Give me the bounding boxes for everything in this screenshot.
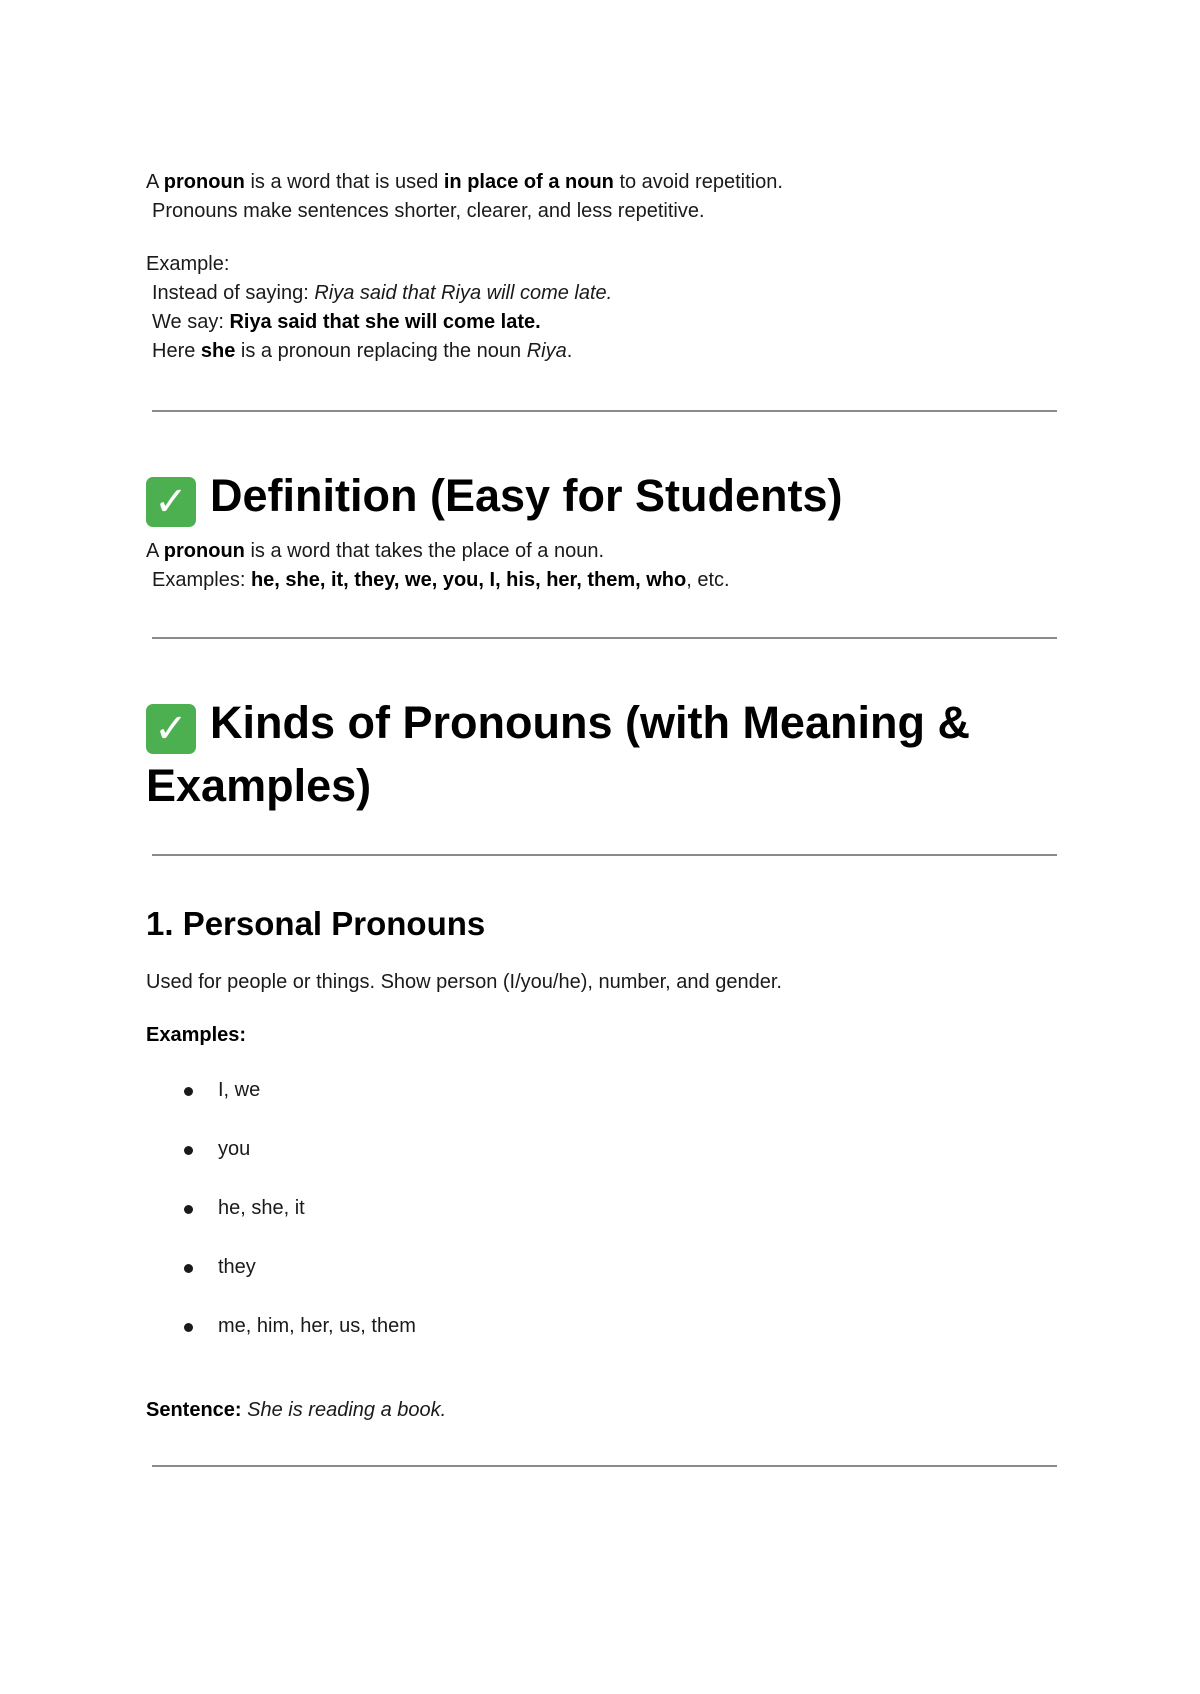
examples-list — [146, 1076, 1066, 1341]
list-item-text: he, she, it — [218, 1197, 305, 1219]
definition-text: , etc. — [686, 569, 730, 591]
intro-line-1 — [146, 168, 1066, 197]
sentence-line — [146, 1396, 1066, 1425]
spacer — [146, 1371, 1066, 1396]
definition-text: A — [146, 540, 164, 562]
definition-bold-examples: he, she, it, they, we, you, I, his, her, them, who — [250, 569, 687, 591]
definition-bold-pronoun: pronoun — [163, 540, 245, 562]
spacer — [146, 1050, 1066, 1076]
example-text: . — [566, 340, 573, 362]
list-item-text: you — [218, 1138, 251, 1160]
example-prefix: We say: — [152, 311, 230, 333]
bullet-icon — [184, 1205, 193, 1214]
kinds-title-line-1: Kinds of Pronouns (with Meaning & — [210, 697, 970, 748]
divider — [152, 1465, 1057, 1467]
definition-heading — [146, 464, 1066, 527]
bullet-icon — [184, 1087, 193, 1096]
example-label: Example: — [146, 253, 230, 275]
intro-line-2: Pronouns make sentences shorter, clearer, and less repetitive. — [152, 200, 705, 222]
example-text: Here — [152, 340, 201, 362]
spacer — [146, 527, 1066, 537]
example-here-line — [146, 337, 1066, 366]
spacer — [146, 817, 1066, 854]
list-item-text: I, we — [218, 1079, 261, 1101]
personal-pronouns-heading: 1. Personal Pronouns — [146, 905, 486, 942]
sentence-example: She is reading a book. — [247, 1399, 447, 1421]
spacer — [146, 226, 1066, 250]
personal-description: Used for people or things. Show person (I/you/he), number, and gender. — [146, 971, 782, 993]
list-item — [146, 1194, 1066, 1223]
example-bold-she: she — [200, 340, 236, 362]
spacer — [146, 1425, 1066, 1465]
intro-bold-phrase: in place of a noun — [443, 171, 614, 193]
example-bold-sentence: Riya said that she will come late. — [229, 311, 541, 333]
spacer — [146, 595, 1066, 637]
list-item-text: they — [218, 1256, 256, 1278]
spacer — [146, 997, 1066, 1021]
intro-text: A — [146, 171, 164, 193]
check-mark-icon: ✓ — [146, 477, 196, 527]
example-text: is a pronoun replacing the noun — [235, 340, 527, 362]
examples-label — [146, 1021, 1066, 1050]
list-item — [146, 1076, 1066, 1105]
bullet-icon — [184, 1264, 193, 1273]
intro-text: to avoid repetition. — [613, 171, 783, 193]
definition-line-2 — [146, 566, 1066, 595]
kinds-heading — [146, 691, 1066, 817]
sentence-label: Sentence: — [146, 1399, 242, 1421]
list-item — [146, 1312, 1066, 1341]
example-we-say-line — [146, 308, 1066, 337]
list-item — [146, 1135, 1066, 1164]
definition-text: Examples: — [152, 569, 251, 591]
definition-text: is a word that takes the place of a noun. — [244, 540, 605, 562]
definition-title: Definition (Easy for Students) — [210, 470, 843, 521]
definition-line-1 — [146, 537, 1066, 566]
document-content — [146, 168, 1066, 1467]
list-item-text: me, him, her, us, them — [218, 1315, 416, 1337]
kinds-title-line-2: Examples) — [146, 760, 372, 811]
intro-text: is a word that is used — [244, 171, 444, 193]
check-mark-icon: ✓ — [146, 704, 196, 754]
spacer — [146, 944, 1066, 968]
bullet-icon — [184, 1323, 193, 1332]
example-italic-riya: Riya — [526, 340, 567, 362]
bullet-icon — [184, 1146, 193, 1155]
spacer — [146, 366, 1066, 410]
spacer — [146, 639, 1066, 691]
spacer — [146, 412, 1066, 464]
examples-label-text: Examples: — [146, 1024, 247, 1046]
intro-bold-pronoun: pronoun — [163, 171, 245, 193]
example-italic-sentence: Riya said that Riya will come late. — [314, 282, 613, 304]
spacer — [146, 856, 1066, 904]
list-item — [146, 1253, 1066, 1282]
example-instead-line — [146, 279, 1066, 308]
example-prefix: Instead of saying: — [152, 282, 315, 304]
